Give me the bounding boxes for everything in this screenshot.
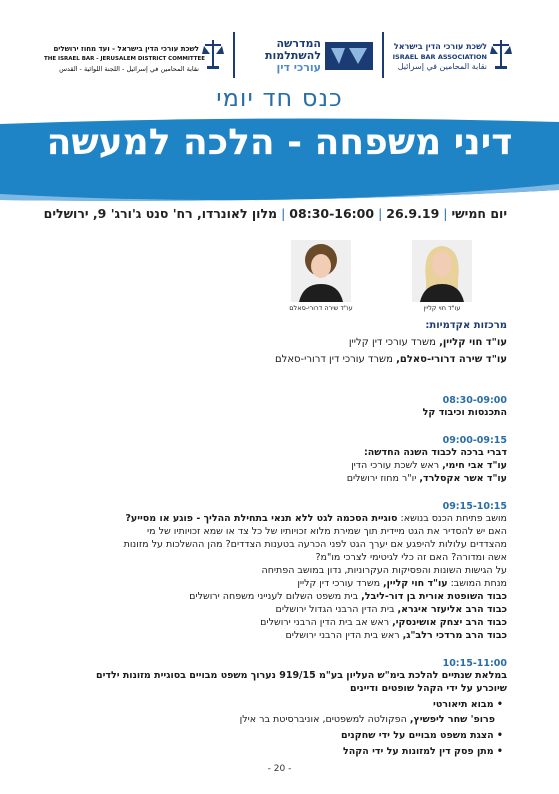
- photo-caption: עו"ד שירה דרורי-סאלם: [289, 304, 353, 312]
- speaker-name: עו"ד אשר אקסלרד,: [419, 473, 507, 484]
- session-description: על הגישות השונות והפסיקות העקרוניות, נדון במושב הפתיחה: [261, 565, 507, 576]
- header-divider: [382, 32, 384, 78]
- speaker-role: ראש בית הדין הרבני ירושלים: [285, 630, 403, 641]
- bullet-item: • מתן פסק דין למזונות על ידי הקהל: [343, 746, 503, 759]
- event-day: יום חמישי: [451, 206, 507, 221]
- moderator-label: מנחת המושב:: [447, 578, 507, 589]
- logo-right-english: ISRAEL BAR ASSOCIATION: [392, 53, 487, 61]
- session-title: התכנסות וכיבוד קל: [422, 407, 507, 418]
- coordinator-affiliation: משרד עורכי דין קליין: [348, 337, 440, 348]
- speaker-line: [276, 604, 507, 617]
- session-topic: סוגיית הסכמה לגט ללא תנאי בתחילת ההליך - פוגע או מסייע?: [125, 513, 398, 524]
- scales-of-justice-icon: [202, 38, 224, 72]
- event-time: 08:30-16:00: [289, 206, 375, 221]
- logo-left-english: THE ISRAEL BAR - JERUSALEM DISTRICT COMMITTEE: [44, 56, 206, 62]
- session-description: מהצדדים עלולות להיפגע אם יערך הגט לפני הכרעה בטענות הצדדים? מהן ההשלכות על מזונות: [123, 539, 507, 550]
- session-description: אשה ומדורה? האם זה כלי לגיטימי לצרכי מו"מ?: [315, 552, 507, 563]
- speaker-photo: [412, 240, 472, 302]
- session-time: 08:30-09:00: [442, 395, 507, 406]
- event-subtitle: כנס חד יומי: [216, 84, 343, 112]
- session-title: במלאת שנתיים להלכת בימ"ש העליון בע"מ 919/15 נערוך משפט מבויים בסוגיית מזונות ילדים: [95, 670, 507, 681]
- session-prefix: מושב פתיחת הכנס בנושא:: [397, 513, 507, 524]
- speaker-role: הפקולטה למשפטים, אוניברסיטת בר אילן: [239, 714, 410, 725]
- logo-left-arabic: نقابة المحامين في إسرائيل - اللجنة اللوائية - القدس: [59, 65, 199, 73]
- coordinator-affiliation: משרד עורכי דין דרורי-סאלם: [275, 354, 397, 365]
- logo-right-arabic: نقابة المحامين في إسرائيل: [397, 62, 487, 71]
- speaker-role: בית הדין הרבני הגדול ירושלים: [275, 604, 398, 615]
- speaker-name: כבוד הרב יצחק אושינסקי,: [392, 617, 507, 628]
- coordinator-item: [275, 354, 507, 367]
- bullet-item: • מבוא תיאורטי: [433, 699, 503, 712]
- speaker-line: [351, 460, 507, 473]
- speaker-name: פרופ' שחר ליפשיץ,: [409, 714, 495, 725]
- speaker-role: ראש לשכת עורכי הדין: [351, 460, 443, 471]
- speaker-line: [285, 630, 507, 643]
- logo-right-hebrew: לשכת עורכי הדין בישראל: [393, 42, 487, 51]
- session-time: 09:00-09:15: [442, 435, 507, 446]
- logo-center-line3: עורכי דין: [276, 61, 321, 74]
- event-details: יום חמישי|26.9.19|08:30-16:00|מלון לאונרדו, רח' סנט ג'ורג' 9, ירושלים: [43, 206, 507, 221]
- event-date: 26.9.19: [386, 206, 440, 221]
- logo-center-line2: להשתלמות: [265, 49, 321, 62]
- photo-caption: עו"ד חוי קליין: [423, 304, 461, 312]
- speaker-name: עו"ד חוי קליין,: [383, 578, 448, 589]
- coordinator-item: [349, 337, 507, 350]
- header-divider: [233, 32, 235, 78]
- moderator-line: [297, 578, 507, 591]
- speaker-name: עו"ד אבי חימי,: [442, 460, 507, 471]
- coordinator-name: עו"ד חוי קליין,: [439, 337, 507, 348]
- speaker-line: [347, 473, 507, 486]
- page-number: - 20 -: [267, 764, 292, 774]
- speaker-photo: [291, 240, 351, 302]
- speaker-role: ראש אב בית הדין הרבני ירושלים: [260, 617, 393, 628]
- bullet-item: • הצגת משפט מבויים על ידי שחקנים: [341, 730, 503, 743]
- page-title: דיני משפחה - הלכה למעשה: [46, 122, 513, 163]
- logo-left-hebrew: לשכת עורכי הדין בישראל - ועד מחוז ירושלים: [53, 45, 199, 53]
- session-title: שיוכרע על ידי הקהל שופטים ודיינים: [349, 683, 507, 694]
- logo-hamidrasha: [248, 34, 373, 80]
- session-title: דברי ברכה לכבוד השנה החדשה:: [363, 447, 507, 458]
- speaker-role: יו"ר מחוז ירושלים: [346, 473, 420, 484]
- session-time: 10:15-11:00: [442, 658, 507, 669]
- scales-of-justice-icon: [490, 38, 512, 72]
- speaker-line: [240, 714, 495, 727]
- speaker-name: כבוד הרב אליעזר איגרא,: [397, 604, 507, 615]
- coordinators-heading: מרכזות אקדמיות:: [425, 320, 507, 331]
- logo-jerusalem-district: [42, 34, 224, 80]
- logo-center-line1: המדרשה: [276, 37, 321, 50]
- speaker-name: כבוד הרב מרדכי רלב"ג,: [402, 630, 507, 641]
- session-time: 09:15-10:15: [442, 501, 507, 512]
- speaker-role: משרד עורכי דין קליין: [297, 578, 384, 589]
- speaker-line: [260, 617, 507, 630]
- session-title: [125, 513, 507, 526]
- coordinator-name: עו"ד שירה דרורי-סאלם,: [396, 354, 507, 365]
- event-venue: מלון לאונרדו, רח' סנט ג'ורג' 9, ירושלים: [43, 206, 278, 221]
- speaker-name: כבוד השופטת אורית בן דור-ליבל,: [361, 591, 507, 602]
- speaker-role: בית משפט השלום לענייני משפחה ירושלים: [189, 591, 362, 602]
- hamidrasha-emblem-icon: [325, 38, 373, 74]
- logo-israel-bar-association: [392, 34, 512, 80]
- speaker-line: [189, 591, 507, 604]
- session-description: האם יש להסדיר את הגט מיידית תוך שמירת מלוא זכויותיו של כל צד או שמא זכויותיו של מי: [147, 526, 507, 537]
